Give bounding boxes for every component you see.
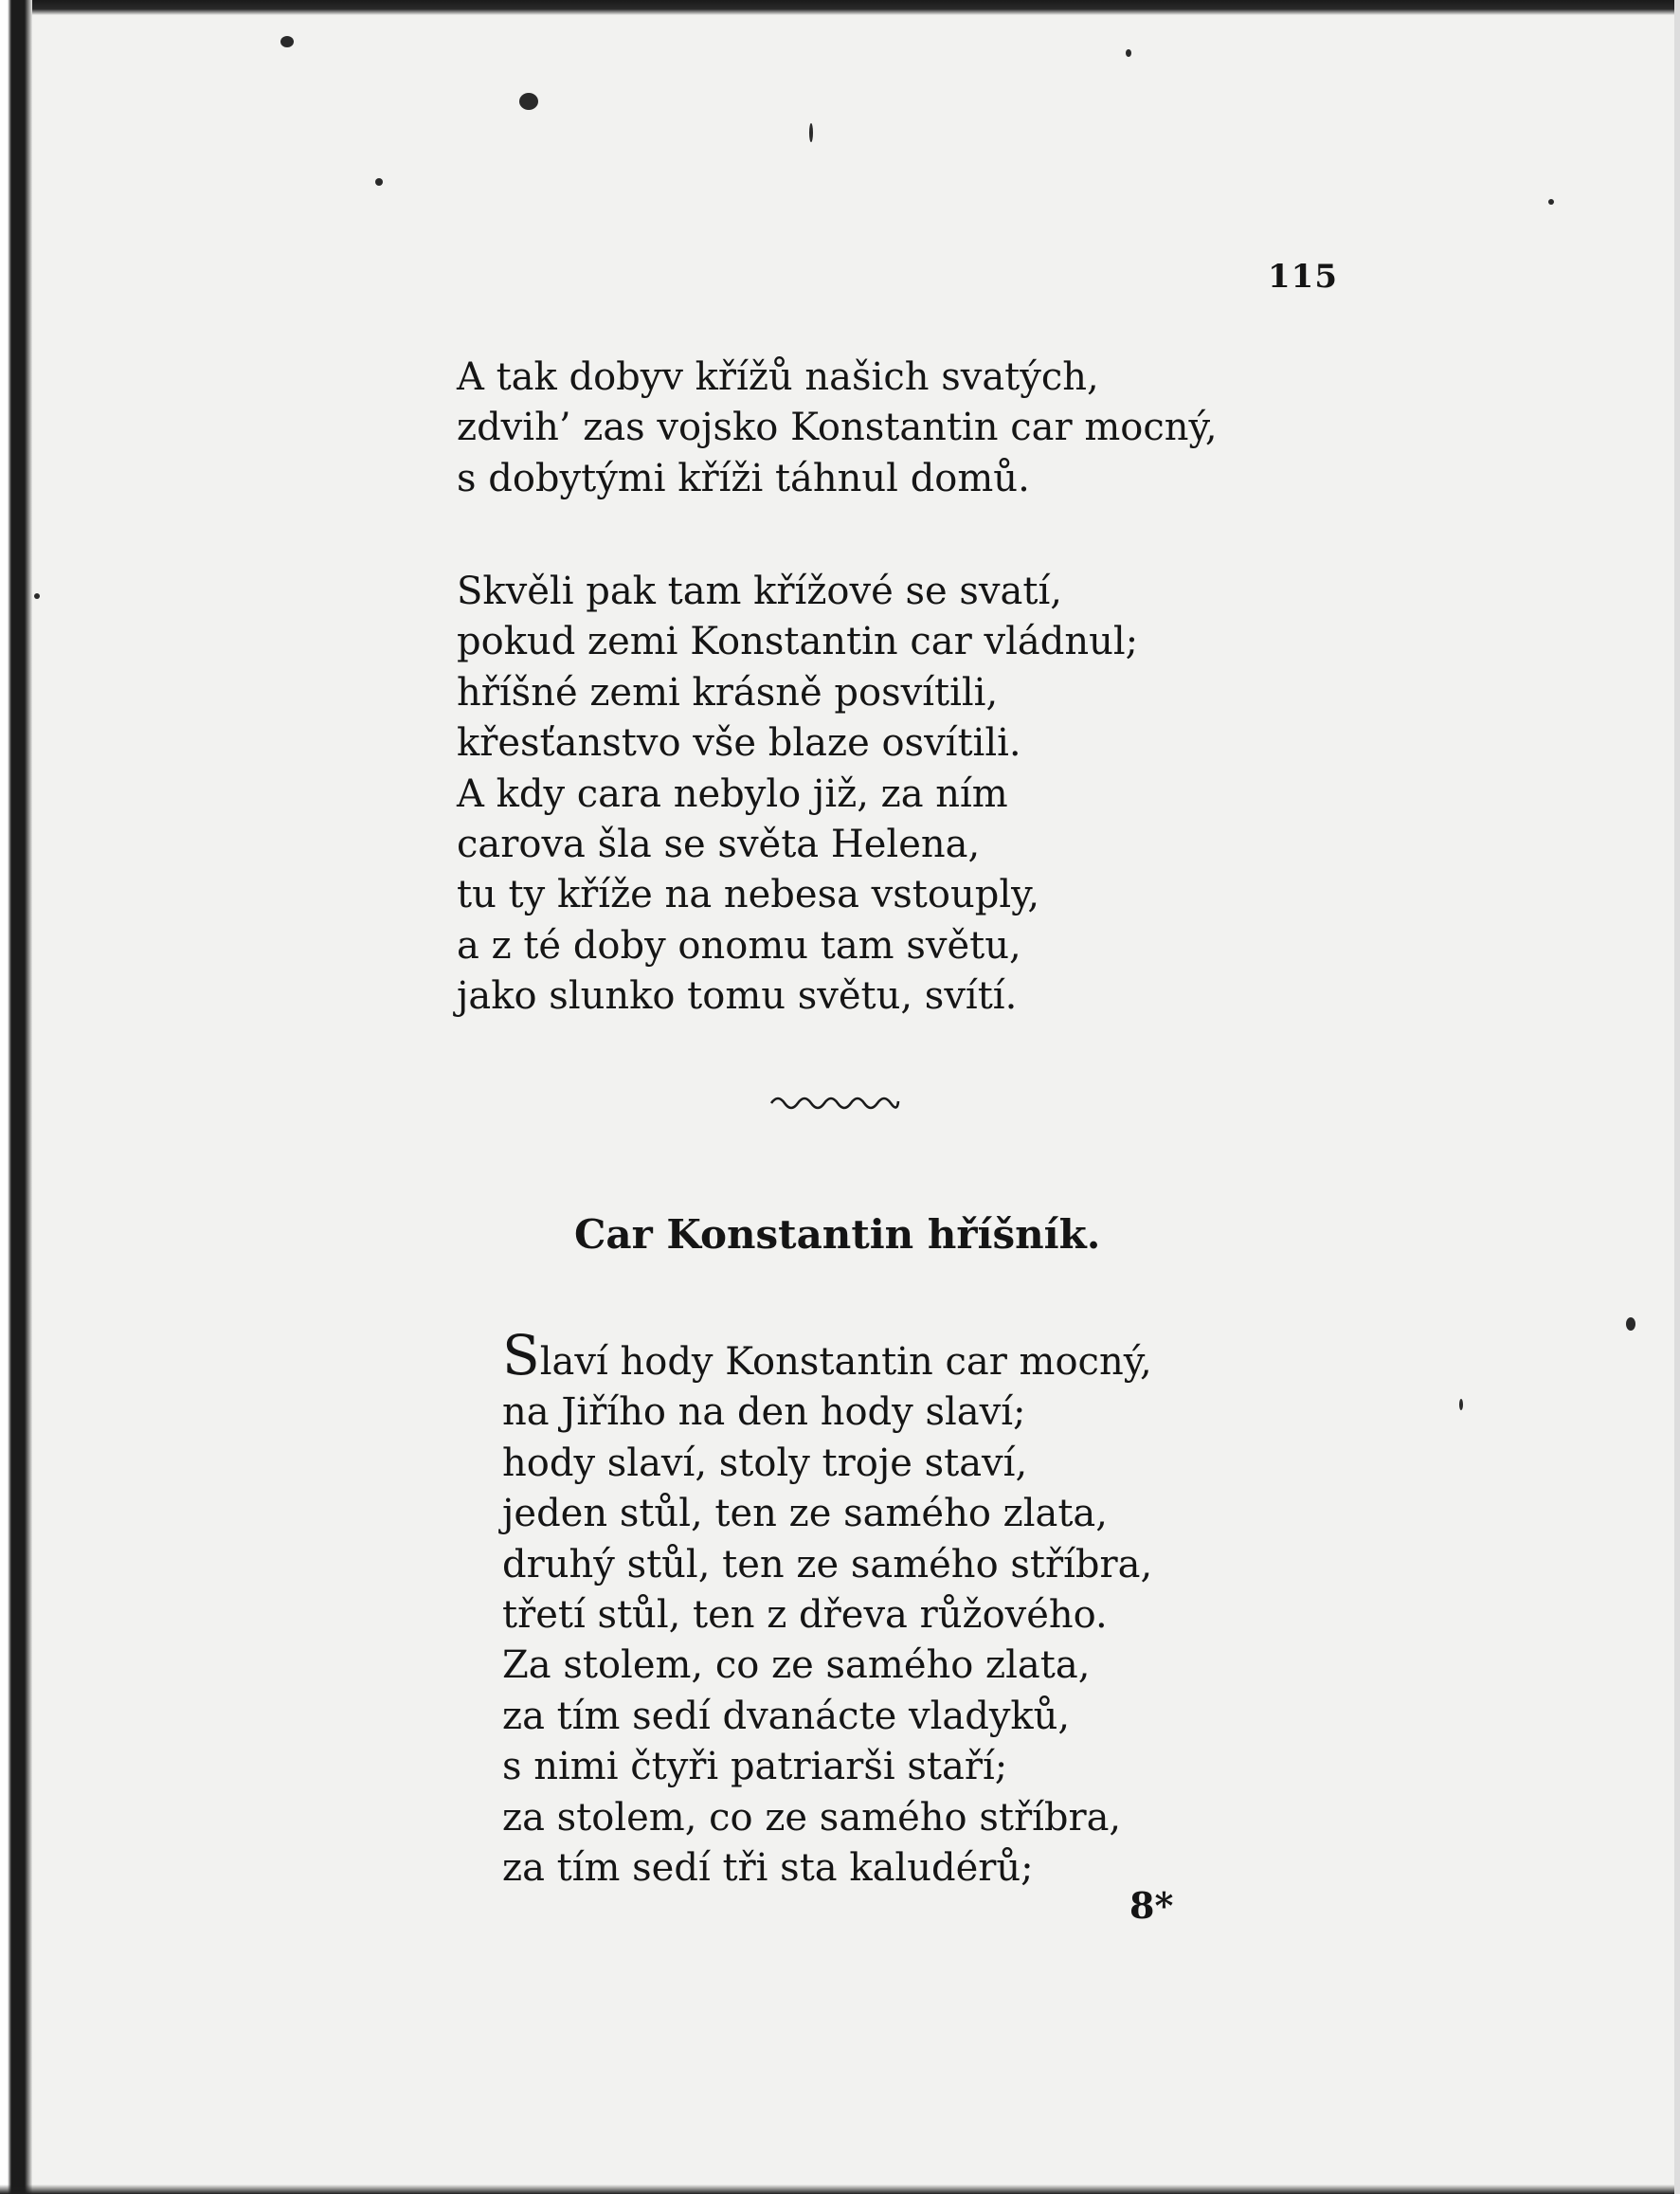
verse-line: a z té doby onomu tam světu,: [457, 923, 1021, 968]
verse-line: druhý stůl, ten ze samého stříbra,: [502, 1542, 1153, 1587]
verse-line: s dobytými kříži táhnul domů.: [457, 456, 1030, 500]
verse-line: jako slunko tomu světu, svítí.: [457, 974, 1018, 1019]
signature-mark: 8*: [1129, 1884, 1174, 1927]
dust-speck: [375, 178, 383, 186]
verse-line: na Jiřího na den hody slaví;: [502, 1390, 1026, 1435]
dust-speck: [34, 593, 40, 599]
wavy-divider-ornament: [769, 1092, 900, 1113]
scan-edge-left: [0, 0, 32, 2194]
verse-line: za stolem, co ze samého stříbra,: [502, 1795, 1122, 1840]
dust-speck: [280, 36, 294, 47]
scan-edge-top: [0, 0, 1680, 15]
dust-speck: [1548, 199, 1554, 205]
verse-line: Skvěli pak tam křížové se svatí,: [457, 570, 1062, 613]
stanza-2: [457, 567, 1138, 1023]
drop-cap: S: [502, 1323, 540, 1387]
verse-line: jeden stůl, ten ze samého zlata,: [502, 1492, 1108, 1536]
dust-speck: [809, 123, 813, 142]
verse-line-rest: laví hody Konstantin car mocný,: [539, 1340, 1152, 1384]
dust-speck: [519, 93, 538, 110]
verse-line: carova šla se světa Helena,: [457, 823, 981, 867]
verse-line: A kdy cara nebylo již, za ním: [457, 771, 1008, 816]
verse-line: hříšné zemi krásně posvítili,: [457, 670, 999, 715]
verse-line: za tím sedí tři sta kaludérů;: [502, 1846, 1034, 1891]
dust-speck: [1459, 1399, 1463, 1410]
verse-line: hody slaví, stoly troje staví,: [502, 1441, 1028, 1485]
stanza-1: [457, 353, 1218, 504]
verse-line: zdvih’ zas vojsko Konstantin car mocný,: [457, 406, 1218, 450]
poem-title: Car Konstantin hříšník.: [574, 1211, 1101, 1258]
verse-line: křesťanstvo vše blaze osvítili.: [457, 721, 1021, 766]
stanza-3: [502, 1323, 1153, 1894]
dust-speck: [1626, 1317, 1635, 1331]
verse-line: třetí stůl, ten z dřeva růžového.: [502, 1593, 1108, 1638]
verse-line: za tím sedí dvanácte vladyků,: [502, 1694, 1071, 1738]
verse-line: A tak dobyv křížů našich svatých,: [457, 355, 1099, 399]
verse-line: tu ty kříže na nebesa vstouply,: [457, 873, 1040, 917]
page-number: 115: [1268, 258, 1338, 296]
scan-edge-right: [1674, 0, 1680, 2194]
verse-line-first: [502, 1323, 1152, 1387]
scan-edge-bottom: [0, 2185, 1680, 2194]
dust-speck: [1126, 49, 1131, 57]
verse-line: pokud zemi Konstantin car vládnul;: [457, 620, 1139, 664]
verse-line: s nimi čtyři patriarši staří;: [502, 1745, 1008, 1789]
verse-line: Za stolem, co ze samého zlata,: [502, 1643, 1091, 1688]
